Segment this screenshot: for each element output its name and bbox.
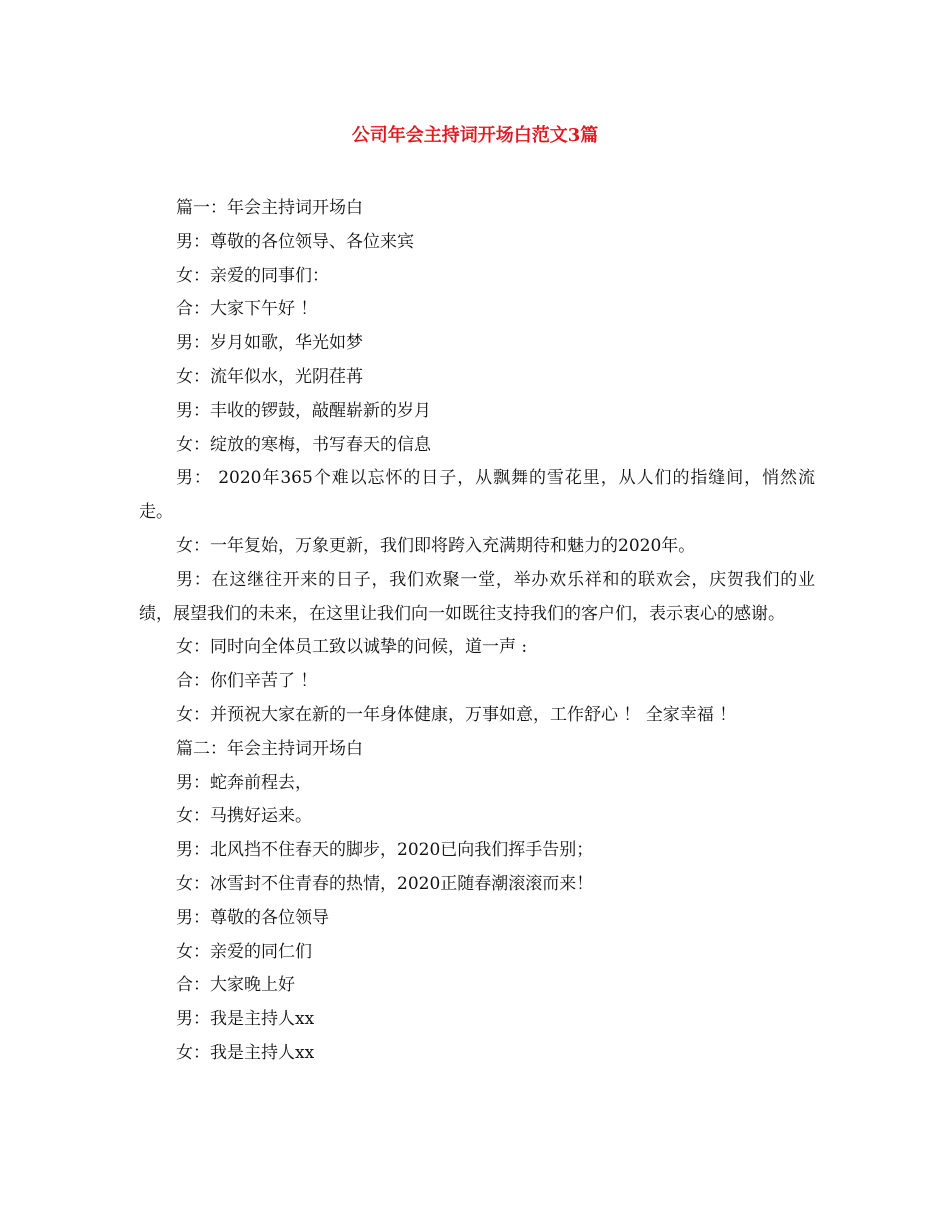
paragraph: 女：我是主持人xx xyxy=(176,1042,315,1063)
paragraph: 女：绽放的寒梅，书写春天的信息 xyxy=(176,434,431,455)
paragraph: 男：在这继往开来的日子，我们欢聚一堂，举办欢乐祥和的联欢会，庆贺我们的业绩，展望我们的未来，在这里让我们向一如既往支持我们的客户们，表示衷心的感谢。 xyxy=(139,569,815,624)
document-body xyxy=(139,192,815,1071)
paragraph: 女：亲爱的同事们： xyxy=(176,265,329,286)
paragraph: 男：岁月如歌，华光如梦 xyxy=(176,333,363,354)
paragraph: 男：尊敬的各位领导 xyxy=(176,907,329,928)
paragraph: 男：我是主持人xx xyxy=(176,1009,315,1030)
paragraph: 男：北风挡不住春天的脚步，2020已向我们挥手告别； xyxy=(176,840,594,861)
paragraph: 篇一：年会主持词开场白 xyxy=(176,198,363,218)
paragraph: 男：蛇奔前程去， xyxy=(176,772,312,793)
paragraph: 合：大家晚上好 xyxy=(176,975,295,996)
paragraph: 女：马携好运来。 xyxy=(176,806,312,827)
paragraph: 男： 2020年365个难以忘怀的日子，从飘舞的雪花里，从人们的指缝间，悄然流走。 xyxy=(139,468,815,523)
paragraph: 男：丰收的锣鼓，敲醒崭新的岁月 xyxy=(176,400,431,421)
document-title: 公司年会主持词开场白范文3篇 xyxy=(351,125,599,146)
paragraph: 女：亲爱的同仁们 xyxy=(176,941,312,962)
paragraph: 篇二：年会主持词开场白 xyxy=(176,738,363,759)
paragraph: 合：你们辛苦了 ！ xyxy=(176,671,318,692)
paragraph: 合：大家下午好 ！ xyxy=(176,299,318,320)
paragraph: 男：尊敬的各位领导、各位来宾 xyxy=(176,231,414,252)
paragraph: 女：一年复始，万象更新，我们即将跨入充满期待和魅力的2020年。 xyxy=(176,535,696,556)
paragraph: 女：并预祝大家在新的一年身体健康，万事如意，工作舒心 ！ 全家幸福 ！ xyxy=(176,704,737,725)
paragraph: 女：同时向全体员工致以诚挚的问候，道一声 : xyxy=(176,637,528,658)
paragraph: 女：流年似水，光阴荏苒 xyxy=(176,366,363,387)
paragraph: 女：冰雪封不住青春的热情，2020正随春潮滚滚而来！ xyxy=(176,873,594,894)
